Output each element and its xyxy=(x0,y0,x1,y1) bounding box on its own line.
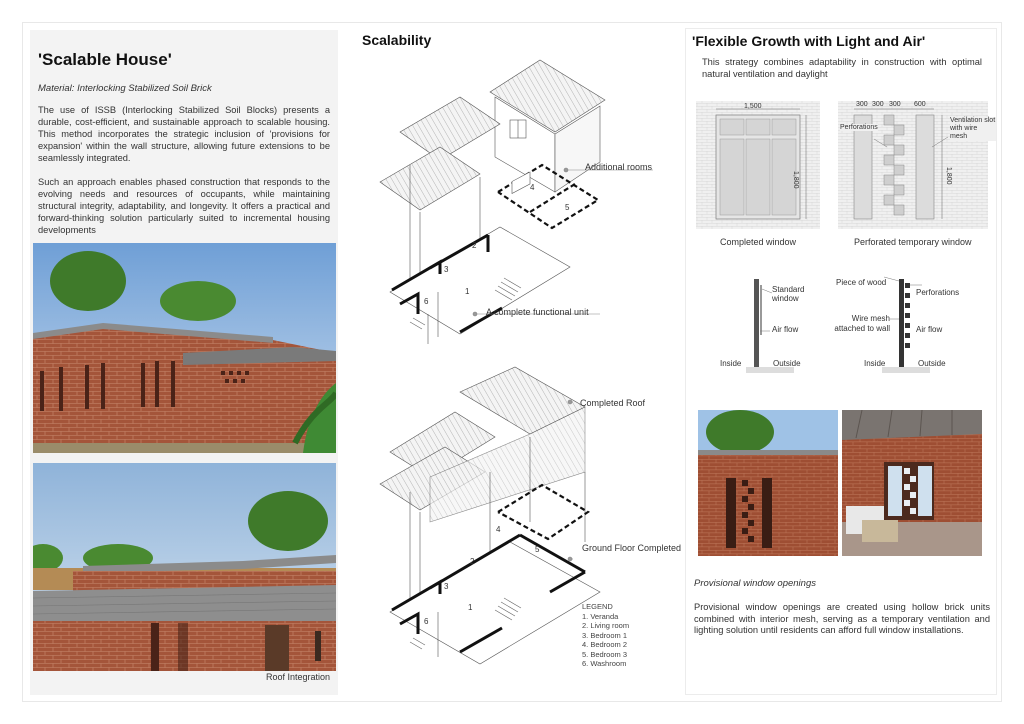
room-number-3-lower: 3 xyxy=(444,582,449,591)
legend-item: 2. Living room xyxy=(582,621,630,630)
label-air-flow-1: Air flow xyxy=(772,325,799,334)
room-number-6: 6 xyxy=(424,297,429,306)
legend-item: 6. Washroom xyxy=(582,659,627,668)
label-wire-mesh: Wire mesh attached to wall xyxy=(834,314,890,333)
dim-300-b: 300 xyxy=(872,101,884,108)
left-panel xyxy=(30,30,338,695)
label-air-flow-2: Air flow xyxy=(916,325,943,334)
dim-1800-right: 1,800 xyxy=(945,167,952,185)
legend-item: 4. Bedroom 2 xyxy=(582,640,628,649)
room-number-4-lower: 4 xyxy=(496,525,501,534)
label-perforations-section: Perforations xyxy=(916,288,960,297)
label-functional-unit: A complete functional unit xyxy=(486,307,589,317)
provisional-window-interior-photo xyxy=(842,410,982,556)
phase2-axonometric xyxy=(380,367,600,664)
right-panel xyxy=(685,28,997,695)
legend-item: 5. Bedroom 3 xyxy=(582,649,628,659)
phase1-axonometric xyxy=(380,60,605,344)
label-standard-window: Standard window xyxy=(772,285,805,303)
label-piece-of-wood: Piece of wood xyxy=(836,278,887,287)
strategy-intro: This strategy combines adaptability in construction with optimal natural ventilation and daylight xyxy=(702,57,982,79)
room-number-1: 1 xyxy=(465,287,470,296)
caption-completed-window: Completed window xyxy=(720,237,797,247)
room-number-2-lower: 2 xyxy=(470,557,475,566)
label-additional-rooms: Additional rooms xyxy=(585,162,653,172)
label-completed-roof: Completed Roof xyxy=(580,398,646,408)
room-legend xyxy=(582,602,629,669)
label-ground-floor-completed: Ground Floor Completed xyxy=(582,543,682,553)
intro-paragraph-1: The use of ISSB (Interlocking Stabilized Soil Blocks) presents a durable, cost-efficient, and sustainable approach to scalable housing. This method incorporates the strategic inclusion of 'provisions for expansion' within the wall structure, allowing future extensions to be seamlessly integrated. xyxy=(38,105,330,163)
provisional-openings-text: Provisional window openings are created using hollow brick units combined with interior mesh, serving as a temporary ventilation and lighting solution until residents can afford full window installations. xyxy=(694,602,990,635)
room-number-5-lower: 5 xyxy=(535,545,540,554)
legend-item: 1. Veranda xyxy=(582,611,619,621)
house-render-photo xyxy=(33,243,336,453)
dim-1500: 1,500 xyxy=(744,103,762,110)
room-number-4: 4 xyxy=(530,183,535,192)
roof-integration-caption: Roof Integration xyxy=(265,672,330,682)
label-outside-1: Outside xyxy=(773,359,801,368)
caption-perforated-window: Perforated temporary window xyxy=(854,237,972,247)
legend-item: 3. Bedroom 1 xyxy=(582,630,628,640)
room-number-3: 3 xyxy=(444,265,449,274)
room-number-2: 2 xyxy=(472,241,477,250)
dim-300-c: 300 xyxy=(889,101,901,108)
label-perforations-elev: Perforations xyxy=(840,124,878,131)
roof-integration-image xyxy=(33,463,336,671)
label-inside-1: Inside xyxy=(720,359,742,368)
roof-integration-photo xyxy=(33,463,336,671)
scalability-title: Scalability xyxy=(362,32,432,48)
scalable-house-title: 'Scalable House' xyxy=(38,50,172,69)
label-inside-2: Inside xyxy=(864,359,886,368)
material-subtitle: Material: Interlocking Stabilized Soil Brick xyxy=(38,83,212,94)
room-number-5: 5 xyxy=(565,203,570,212)
dim-600: 600 xyxy=(914,101,926,108)
provisional-window-exterior-photo xyxy=(698,410,838,556)
intro-paragraph-2: Such an approach enables phased construction that responds to the evolving needs and resources of occupants, while maintaining structural integrity, adaptability, and longevity. It offers a practical and forward-thinking solution particularly suited to incremental housing developments xyxy=(38,177,330,235)
legend-title: LEGEND xyxy=(582,602,613,611)
scalability-axonometric-diagram xyxy=(370,52,680,672)
house-render-image xyxy=(33,243,336,453)
label-outside-2: Outside xyxy=(918,359,946,368)
dim-1800-left: 1,800 xyxy=(792,171,799,189)
dim-300-a: 300 xyxy=(856,101,868,108)
provisional-openings-title: Provisional window openings xyxy=(694,578,816,589)
room-number-6-lower: 6 xyxy=(424,617,429,626)
label-ventilation-slot: Ventilation slot with wire mesh xyxy=(950,117,996,140)
room-number-1-lower: 1 xyxy=(468,603,473,612)
flexible-growth-title: 'Flexible Growth with Light and Air' xyxy=(692,33,926,49)
